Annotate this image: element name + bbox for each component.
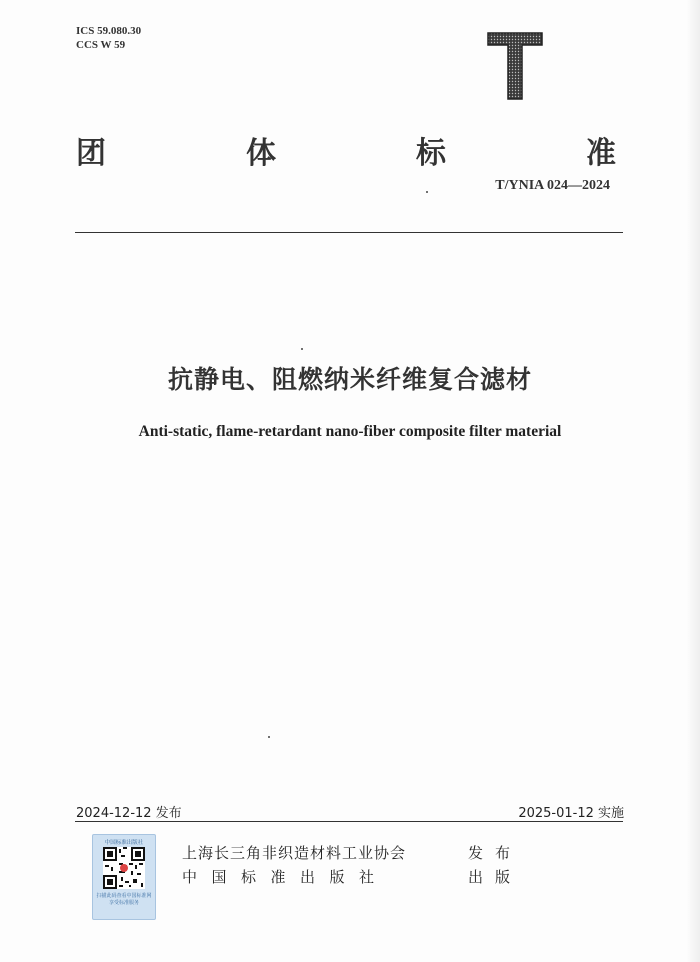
ics-code: ICS 59.080.30 <box>76 25 142 37</box>
publisher-name: 中国标准出版社 <box>182 868 389 886</box>
scan-edge-shadow <box>686 0 700 962</box>
qr-badge[interactable] <box>92 834 156 920</box>
qr-badge-title: 中国标准出版社 <box>104 840 144 846</box>
publisher-block <box>182 841 522 889</box>
publisher-name: 上海长三角非织造材料工业协会 <box>182 844 407 862</box>
implementation-date: 2025-01-12 实施 <box>518 806 624 821</box>
english-title: Anti-static, flame-retardant nano-fiber composite filter material <box>138 423 562 440</box>
scan-speck <box>268 736 270 738</box>
scan-speck <box>426 191 428 193</box>
publisher-role: 发布 <box>468 844 523 862</box>
ccs-code: CCS W 59 <box>76 39 126 51</box>
top-divider <box>75 232 623 233</box>
category-char-1: 团 <box>76 136 106 171</box>
standard-number: T/YNIA 024—2024 <box>495 178 610 193</box>
category-char-2: 体 <box>246 136 276 171</box>
bottom-divider <box>75 821 623 822</box>
category-char-4: 准 <box>586 136 616 171</box>
standard-category-heading <box>76 128 616 171</box>
chinese-title: 抗静电、阻燃纳米纤维复合滤材 <box>167 365 532 394</box>
qr-code-icon <box>103 847 145 889</box>
category-char-3: 标 <box>416 136 446 171</box>
qr-badge-caption: 扫描此码查看中国标准网享受标准服务 <box>96 893 152 906</box>
classification-codes <box>76 24 141 52</box>
issue-date: 2024-12-12 发布 <box>76 806 182 821</box>
publisher-row <box>182 841 522 865</box>
standard-letter-logo <box>487 32 543 100</box>
scan-speck <box>301 348 303 350</box>
publisher-row <box>182 865 522 889</box>
publisher-role: 出版 <box>468 868 523 886</box>
